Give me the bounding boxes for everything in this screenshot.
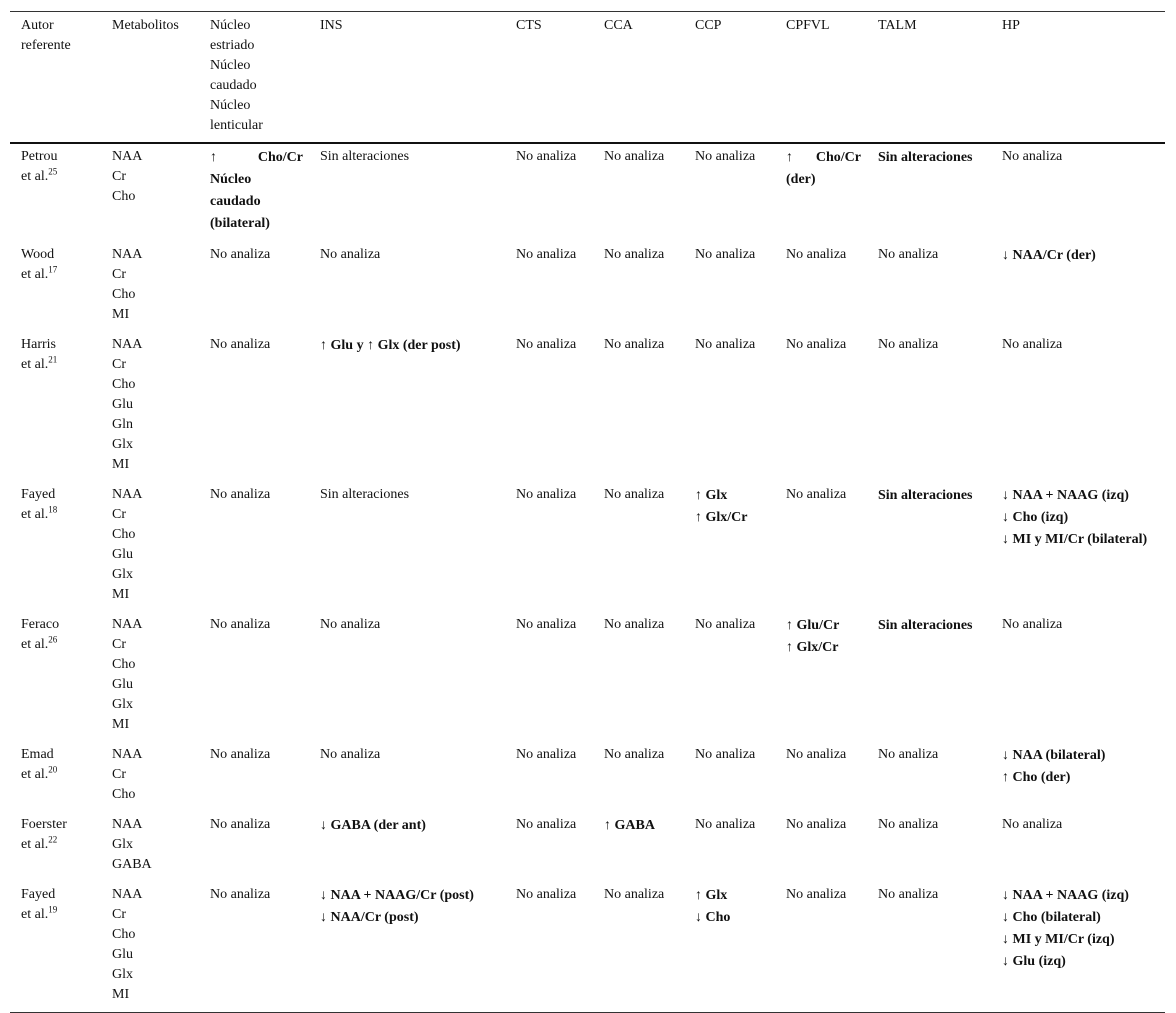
etal-text: et al.	[21, 357, 49, 372]
talm-cell: Sin alteraciones	[878, 488, 973, 503]
hp-cell: No analiza	[1002, 337, 1063, 352]
hp-cell: No analiza	[1002, 617, 1063, 632]
ccp-cell: No analiza	[695, 817, 756, 832]
table-row	[10, 882, 1165, 1013]
metabolites-table	[10, 11, 1165, 1013]
author-name: Harris	[21, 337, 56, 352]
header-cts: CTS	[516, 18, 542, 33]
metabolite: MI	[112, 307, 130, 322]
metabolites-cell	[101, 143, 199, 242]
author-cell	[10, 242, 101, 332]
metabolite: Cho	[112, 657, 136, 672]
author-name: Emad	[21, 747, 54, 762]
cts-cell: No analiza	[516, 149, 577, 164]
hp-finding: ↓ NAA (bilateral)	[1002, 748, 1106, 763]
hp-finding: ↓ Cho (izq)	[1002, 510, 1069, 525]
estriado-cell: No analiza	[210, 747, 271, 762]
etal-text: et al.	[21, 267, 49, 282]
metabolites-cell	[101, 332, 199, 482]
ins-cell: ↑ Glu y ↑ Glx (der post)	[320, 338, 461, 353]
metabolite: NAA	[112, 817, 143, 832]
reference-number: 17	[48, 264, 58, 275]
ccp-finding: ↑ Glx	[695, 488, 728, 503]
table-row	[10, 612, 1165, 742]
cpfvl-cell	[775, 612, 867, 742]
table-row	[10, 332, 1165, 482]
metabolite: Glx	[112, 837, 133, 852]
metabolite: NAA	[112, 887, 143, 902]
cpfvl-cell: No analiza	[786, 487, 847, 502]
author-name: Fayed	[21, 487, 56, 502]
estriado-cell: No analiza	[210, 887, 271, 902]
metabolite: Cho	[112, 787, 136, 802]
cpfvl-cell: ↑ Cho/Cr (der)	[786, 150, 861, 187]
talm-cell: Sin alteraciones	[878, 618, 973, 633]
author-etal	[21, 635, 95, 655]
reference-number: 22	[48, 834, 58, 845]
etal-text: et al.	[21, 507, 49, 522]
ins-cell: ↓ GABA (der ant)	[320, 818, 426, 833]
metabolite: Glu	[112, 397, 133, 412]
cts-cell: No analiza	[516, 817, 577, 832]
author-cell	[10, 332, 101, 482]
header-estriado: Núcleo estriado Núcleo caudado Núcleo lenticular	[210, 18, 263, 133]
metabolite: Cr	[112, 507, 126, 522]
metabolite: GABA	[112, 857, 152, 872]
ccp-cell: No analiza	[695, 247, 756, 262]
metabolite: NAA	[112, 337, 143, 352]
author-etal	[21, 505, 95, 525]
metabolite: Glx	[112, 437, 133, 452]
ins-finding: ↓ NAA/Cr (post)	[320, 910, 419, 925]
cpfvl-cell: No analiza	[786, 247, 847, 262]
table-row	[10, 812, 1165, 882]
etal-text: et al.	[21, 907, 49, 922]
author-name: Fayed	[21, 887, 56, 902]
talm-cell: No analiza	[878, 337, 939, 352]
metabolite: MI	[112, 457, 130, 472]
ccp-cell: No analiza	[695, 747, 756, 762]
cca-cell: No analiza	[604, 149, 665, 164]
metabolite: Glx	[112, 697, 133, 712]
metabolite: Cho	[112, 189, 136, 204]
hp-finding: ↑ Cho (der)	[1002, 770, 1071, 785]
metabolites-cell	[101, 482, 199, 612]
etal-text: et al.	[21, 767, 49, 782]
hp-finding: ↓ NAA + NAAG (izq)	[1002, 888, 1129, 903]
author-cell	[10, 812, 101, 882]
header-cca: CCA	[604, 18, 633, 33]
reference-number: 21	[48, 354, 58, 365]
author-name: Feraco	[21, 617, 60, 632]
table-row	[10, 242, 1165, 332]
reference-number: 26	[48, 634, 58, 645]
metabolite: Cho	[112, 287, 136, 302]
hp-finding: ↓ NAA + NAAG (izq)	[1002, 488, 1129, 503]
cts-cell: No analiza	[516, 487, 577, 502]
metabolite: Cr	[112, 907, 126, 922]
cts-cell: No analiza	[516, 887, 577, 902]
metabolite: Cho	[112, 927, 136, 942]
metabolite: Cr	[112, 169, 126, 184]
ins-cell: Sin alteraciones	[320, 487, 410, 502]
author-cell	[10, 742, 101, 812]
hp-finding: ↓ MI y MI/Cr (izq)	[1002, 932, 1115, 947]
author-etal	[21, 265, 95, 285]
cca-cell: No analiza	[604, 887, 665, 902]
etal-text: et al.	[21, 637, 49, 652]
metabolite: Glu	[112, 677, 133, 692]
metabolite: MI	[112, 587, 130, 602]
metabolite: NAA	[112, 487, 143, 502]
metabolite: Cr	[112, 357, 126, 372]
cpfvl-cell: No analiza	[786, 817, 847, 832]
cca-cell: No analiza	[604, 247, 665, 262]
metabolite: MI	[112, 987, 130, 1002]
metabolite: Cr	[112, 267, 126, 282]
header-hp: HP	[1002, 18, 1020, 33]
metabolite: NAA	[112, 747, 143, 762]
table-row	[10, 143, 1165, 242]
hp-cell	[991, 742, 1165, 812]
metabolite: Glu	[112, 947, 133, 962]
author-cell	[10, 482, 101, 612]
metabolite: Cr	[112, 637, 126, 652]
author-cell	[10, 882, 101, 1013]
ccp-cell	[684, 482, 775, 612]
cts-cell: No analiza	[516, 247, 577, 262]
author-cell	[10, 612, 101, 742]
author-etal	[21, 835, 95, 855]
ins-cell: Sin alteraciones	[320, 149, 410, 164]
ins-cell: No analiza	[320, 247, 381, 262]
hp-finding: ↓ Glu (izq)	[1002, 954, 1066, 969]
cts-cell: No analiza	[516, 337, 577, 352]
talm-cell: Sin alteraciones	[878, 150, 973, 165]
hp-cell: No analiza	[1002, 817, 1063, 832]
metabolite: Cr	[112, 767, 126, 782]
ccp-cell	[684, 882, 775, 1013]
reference-number: 18	[48, 504, 58, 515]
cca-cell: No analiza	[604, 747, 665, 762]
metabolite: MI	[112, 717, 130, 732]
author-etal	[21, 765, 95, 785]
metabolites-cell	[101, 612, 199, 742]
author-etal	[21, 905, 95, 925]
talm-cell: No analiza	[878, 247, 939, 262]
ccp-cell: No analiza	[695, 149, 756, 164]
talm-cell: No analiza	[878, 747, 939, 762]
cpfvl-cell: No analiza	[786, 337, 847, 352]
author-etal	[21, 167, 95, 187]
cpfvl-finding: ↑ Glx/Cr	[786, 640, 839, 655]
estriado-cell: No analiza	[210, 487, 271, 502]
table-row	[10, 482, 1165, 612]
metabolite: Glx	[112, 567, 133, 582]
cca-cell: No analiza	[604, 337, 665, 352]
estriado-cell: No analiza	[210, 247, 271, 262]
cpfvl-cell: No analiza	[786, 747, 847, 762]
reference-number: 19	[48, 904, 58, 915]
author-cell	[10, 143, 101, 242]
metabolite: Cho	[112, 527, 136, 542]
header-cpfvl: CPFVL	[786, 18, 830, 33]
author-name: Foerster	[21, 817, 67, 832]
etal-text: et al.	[21, 169, 49, 184]
author-etal	[21, 355, 95, 375]
hp-finding: ↓ Cho (bilateral)	[1002, 910, 1101, 925]
cts-cell: No analiza	[516, 617, 577, 632]
ins-cell: No analiza	[320, 617, 381, 632]
metabolites-cell	[101, 242, 199, 332]
metabolite: Glx	[112, 967, 133, 982]
metabolites-cell	[101, 882, 199, 1013]
reference-number: 20	[48, 764, 58, 775]
metabolite: NAA	[112, 247, 143, 262]
estriado-cell: No analiza	[210, 817, 271, 832]
header-autor: Autor referente	[21, 18, 71, 53]
metabolites-cell	[101, 812, 199, 882]
estriado-cell: No analiza	[210, 337, 271, 352]
cpfvl-cell: No analiza	[786, 887, 847, 902]
hp-finding: ↓ MI y MI/Cr (bilateral)	[1002, 532, 1148, 547]
ins-finding: ↓ NAA + NAAG/Cr (post)	[320, 888, 474, 903]
cca-cell: No analiza	[604, 617, 665, 632]
cca-cell: ↑ GABA	[604, 818, 655, 833]
header-ccp: CCP	[695, 18, 722, 33]
ccp-cell: No analiza	[695, 337, 756, 352]
metabolite: NAA	[112, 617, 143, 632]
talm-cell: No analiza	[878, 887, 939, 902]
hp-cell	[991, 882, 1165, 1013]
author-name: Petrou	[21, 149, 58, 164]
header-talm: TALM	[878, 18, 917, 33]
metabolites-cell	[101, 742, 199, 812]
ins-cell	[309, 882, 505, 1013]
header-row	[10, 12, 1165, 144]
hp-cell	[991, 482, 1165, 612]
ccp-finding: ↑ Glx	[695, 888, 728, 903]
ccp-finding: ↓ Cho	[695, 910, 731, 925]
cca-cell: No analiza	[604, 487, 665, 502]
estriado-cell: ↑ Cho/Cr Núcleo caudado (bilateral)	[210, 150, 303, 231]
header-metabolitos: Metabolitos	[112, 18, 179, 33]
metabolite: NAA	[112, 149, 143, 164]
hp-cell: No analiza	[1002, 149, 1063, 164]
talm-cell: No analiza	[878, 817, 939, 832]
estriado-cell: No analiza	[210, 617, 271, 632]
ins-cell: No analiza	[320, 747, 381, 762]
ccp-finding: ↑ Glx/Cr	[695, 510, 748, 525]
header-ins: INS	[320, 18, 343, 33]
metabolite: Cho	[112, 377, 136, 392]
cts-cell: No analiza	[516, 747, 577, 762]
table-row	[10, 742, 1165, 812]
author-name: Wood	[21, 247, 55, 262]
metabolite: Glu	[112, 547, 133, 562]
hp-cell: ↓ NAA/Cr (der)	[1002, 248, 1096, 263]
ccp-cell: No analiza	[695, 617, 756, 632]
cpfvl-finding: ↑ Glu/Cr	[786, 618, 840, 633]
etal-text: et al.	[21, 837, 49, 852]
reference-number: 25	[48, 166, 58, 177]
metabolite: Gln	[112, 417, 133, 432]
